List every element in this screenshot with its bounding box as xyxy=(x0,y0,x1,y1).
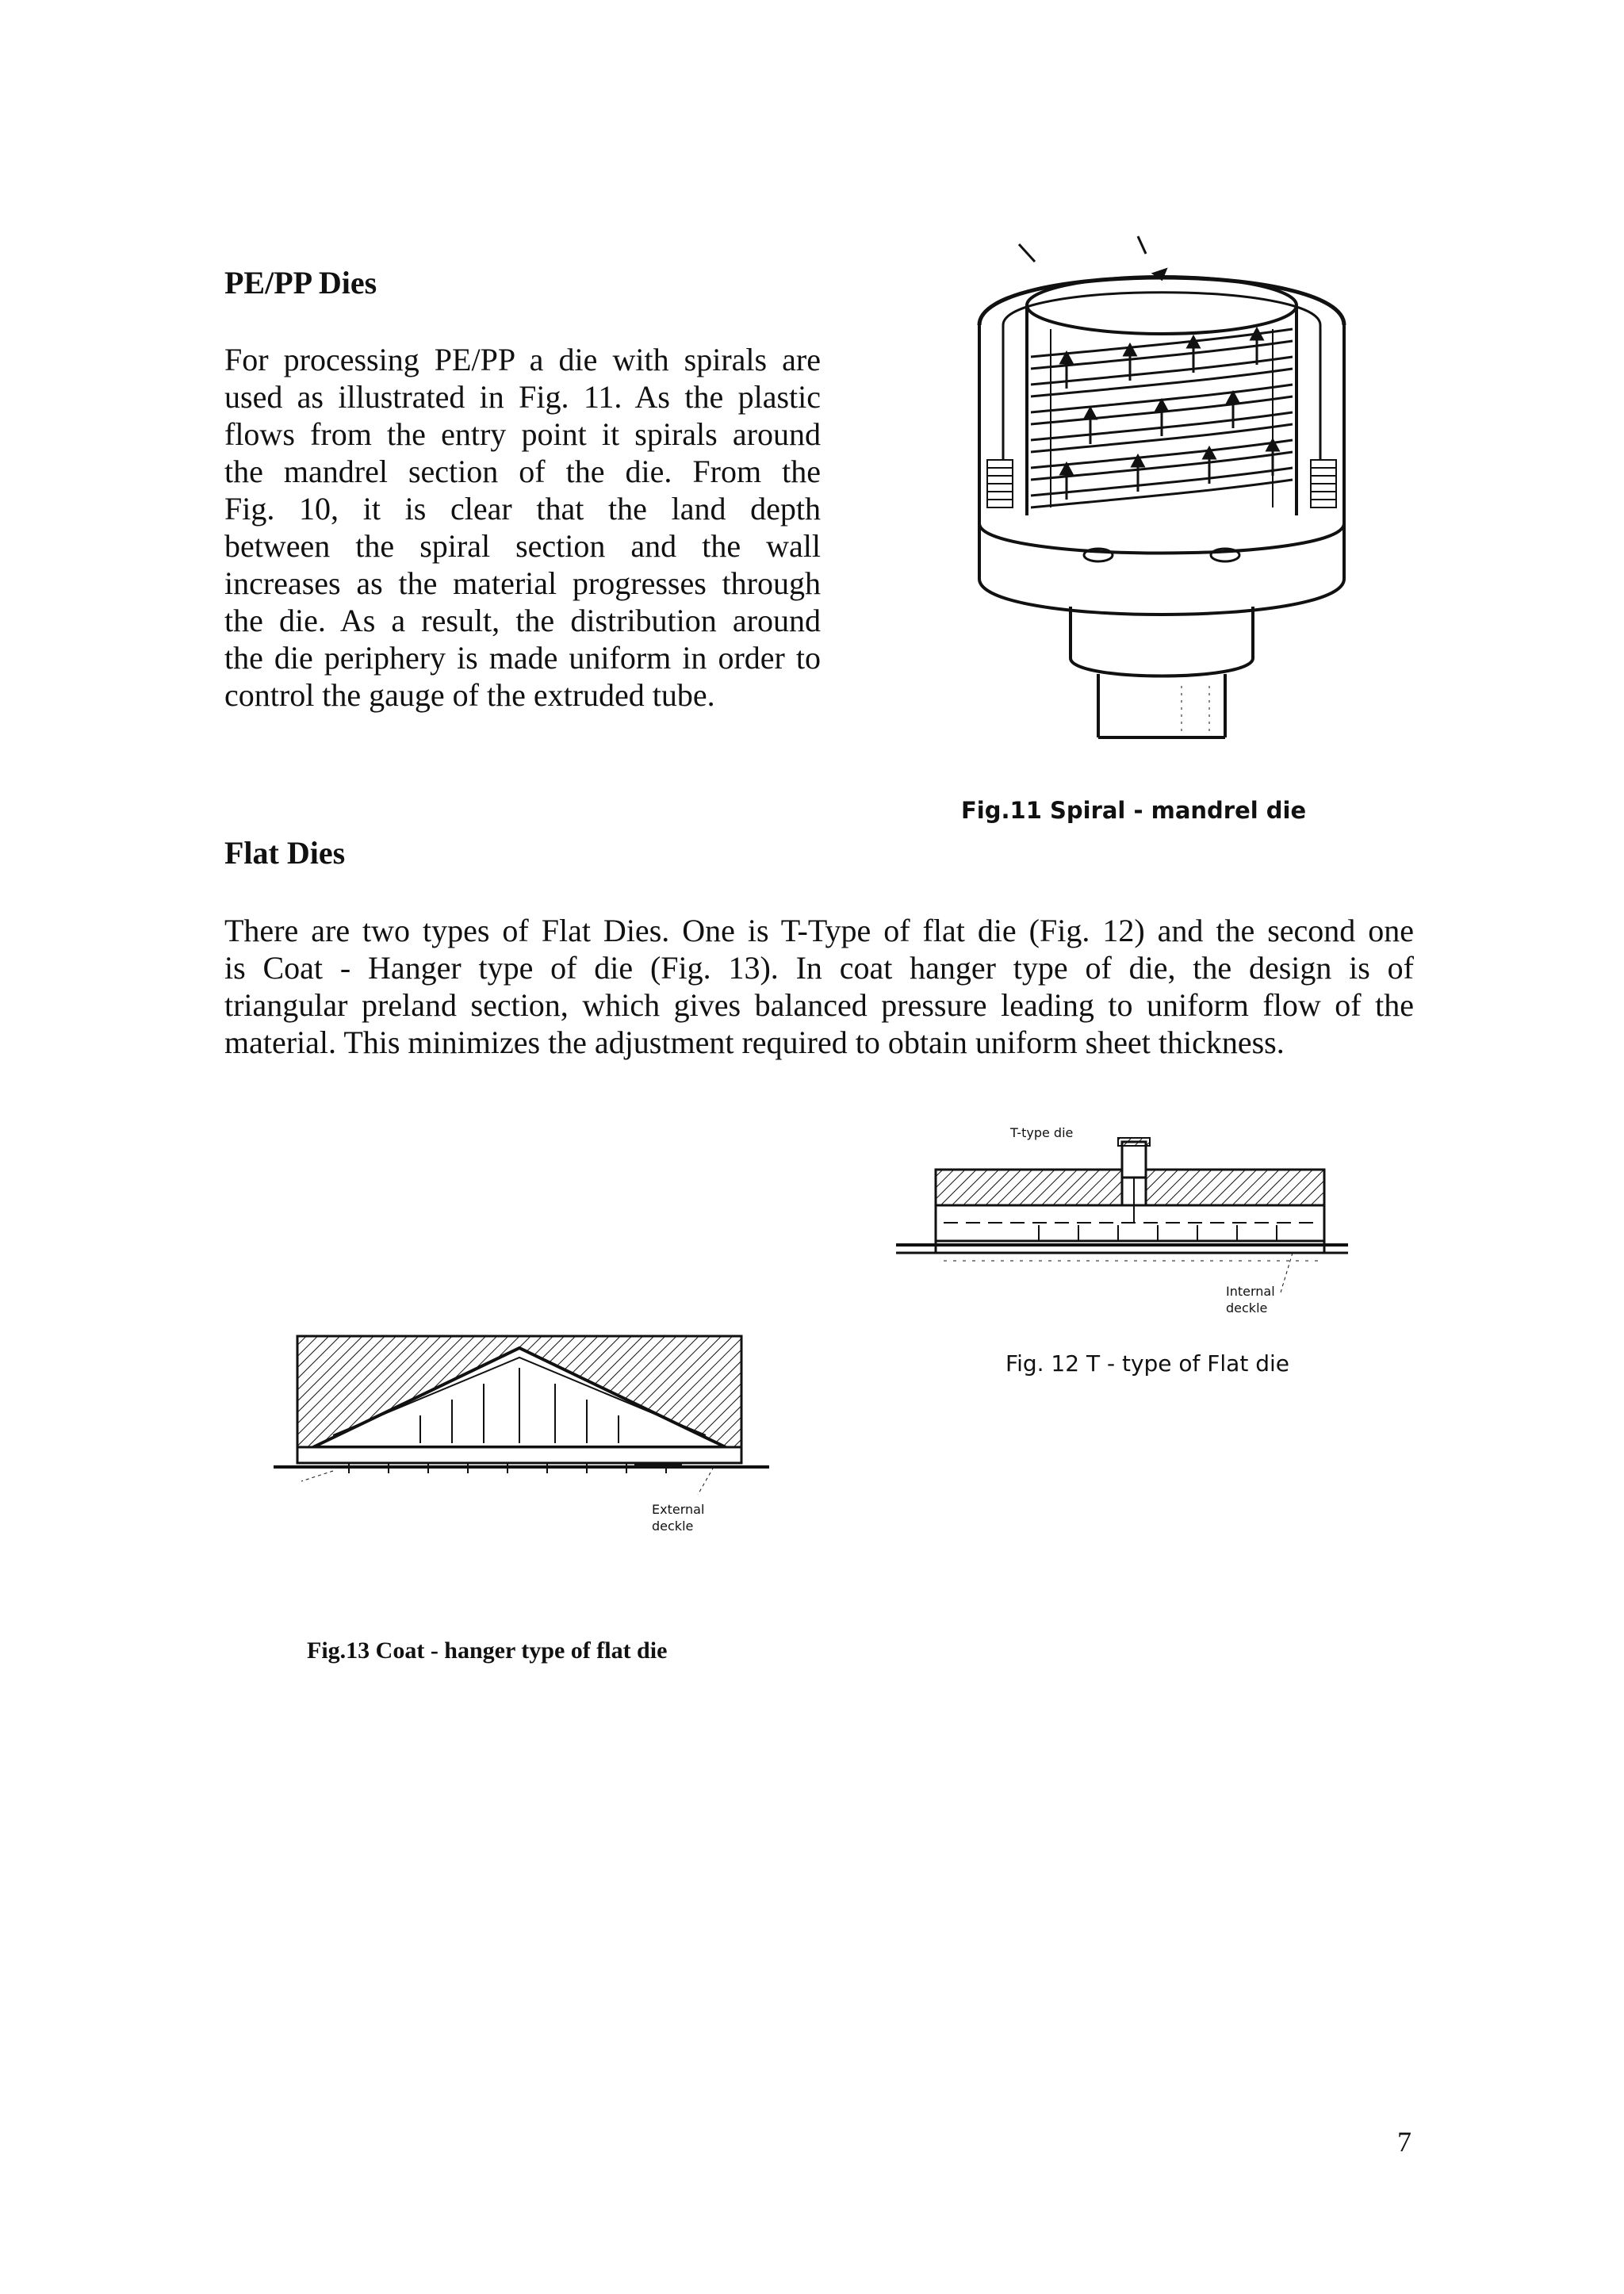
label-t-type-die: T-type die xyxy=(1010,1125,1074,1140)
spiral-mandrel-die-figure xyxy=(971,230,1352,753)
t-type-flat-die-figure xyxy=(896,1126,1348,1308)
page-number: 7 xyxy=(1397,2126,1411,2158)
section-heading-pe-pp-dies: PE/PP Dies xyxy=(224,265,377,301)
figure-caption-fig11: Fig.11 Spiral - mandrel die xyxy=(961,797,1307,824)
text-line: flows from the entry point it spirals around xyxy=(224,416,821,452)
figure-caption-fig13: Fig.13 Coat - hanger type of flat die xyxy=(307,1637,668,1664)
text-line: is Coat - Hanger type of die (Fig. 13). In coat hanger type of die, the design is of xyxy=(224,950,1414,986)
label-external-deckle xyxy=(652,1501,704,1534)
text-line: Fig. 10, it is clear that the land depth xyxy=(224,491,821,527)
text-line: between the spiral section and the wall xyxy=(224,528,821,564)
label-line: Internal xyxy=(1226,1284,1275,1299)
text-line: increases as the material progresses through xyxy=(224,565,821,601)
text-line: material. This minimizes the adjustment required to obtain uniform sheet thickness. xyxy=(224,1024,1285,1060)
text-line: the die. As a result, the distribution around xyxy=(224,603,821,638)
text-line: triangular preland section, which gives balanced pressure leading to uniform flow of the xyxy=(224,987,1414,1023)
label-line: deckle xyxy=(652,1518,694,1534)
section-heading-flat-dies: Flat Dies xyxy=(224,835,346,871)
paragraph-flat-dies xyxy=(224,912,1414,1061)
label-line: deckle xyxy=(1226,1300,1268,1316)
text-line: There are two types of Flat Dies. One is T-Type of flat die (Fig. 12) and the second one xyxy=(224,913,1414,948)
text-line: the mandrel section of the die. From the xyxy=(224,454,821,489)
label-internal-deckle xyxy=(1226,1283,1275,1316)
coat-hanger-die-figure xyxy=(270,1316,777,1499)
paragraph-pe-pp-dies xyxy=(224,341,821,714)
figure-caption-fig12: Fig. 12 T - type of Flat die xyxy=(1005,1350,1289,1377)
label-line: External xyxy=(652,1502,705,1517)
text-line: For processing PE/PP a die with spirals are xyxy=(224,342,821,377)
text-line: control the gauge of the extruded tube. xyxy=(224,677,715,713)
text-line: used as illustrated in Fig. 11. As the plastic xyxy=(224,379,821,415)
text-line: the die periphery is made uniform in order to xyxy=(224,640,821,676)
